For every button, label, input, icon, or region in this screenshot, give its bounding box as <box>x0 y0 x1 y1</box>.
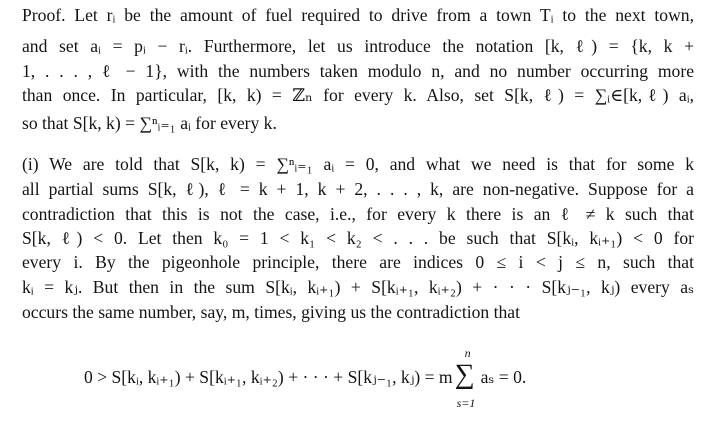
equation-right: aₛ = 0. <box>480 367 527 387</box>
text-line: Proof. Let rᵢ be the amount of fuel required to drive from a town Tᵢ to the next town, <box>22 5 694 25</box>
text-line: S[k, ℓ) < 0. Let then k₀ = 1 < k₁ < k₂ < . . . be such that S[kᵢ, kᵢ₊₁) < 0 for <box>22 228 694 248</box>
sigma-symbol: ∑ <box>454 359 475 390</box>
text-line: contradiction that this is not the case, i.e., for every k there is an ℓ ≠ k such that <box>22 204 694 224</box>
equation-left: 0 > S[kᵢ, kᵢ₊₁) + S[kᵢ₊₁, kᵢ₊₂) + · · · + S[kⱼ₋₁, kⱼ) = m <box>84 367 453 387</box>
text-line: and set aᵢ = pᵢ − rᵢ. Furthermore, let us introduce the notation [k, ℓ) = {k, k + <box>22 36 694 56</box>
sum-upper-limit: n <box>464 346 471 360</box>
text-line: all partial sums S[k, ℓ), ℓ = k + 1, k + 2, . . . , k, are non-negative. Suppose for a <box>22 179 694 199</box>
text-line: 1, . . . , ℓ − 1}, with the numbers taken modulo n, and no number occurring more <box>22 61 694 81</box>
text-line: occurs the same number, say, m, times, giving us the contradiction that <box>22 302 520 322</box>
sum-lower-limit: s=1 <box>456 396 476 410</box>
summation <box>453 346 481 410</box>
text-line: (i) We are told that S[k, k) = ∑ⁿᵢ₌₁ aᵢ = 0, and what we need is that for some k <box>22 154 694 174</box>
text-line: kᵢ = kⱼ. But then in the sum S[kᵢ, kᵢ₊₁) + S[kᵢ₊₁, kᵢ₊₂) + · · · S[kⱼ₋₁, kⱼ) every aₛ <box>22 277 694 297</box>
text-line: every i. By the pigeonhole principle, there are indices 0 ≤ i < j ≤ n, such that <box>22 252 694 272</box>
display-equation <box>0 344 710 420</box>
text-line: than once. In particular, [k, k) = ℤₙ for every k. Also, set S[k, ℓ) = ∑ᵢ∈[k,ℓ) aᵢ, <box>22 85 694 105</box>
text-line: so that S[k, k) = ∑ⁿᵢ₌₁ aᵢ for every k. <box>22 113 277 133</box>
